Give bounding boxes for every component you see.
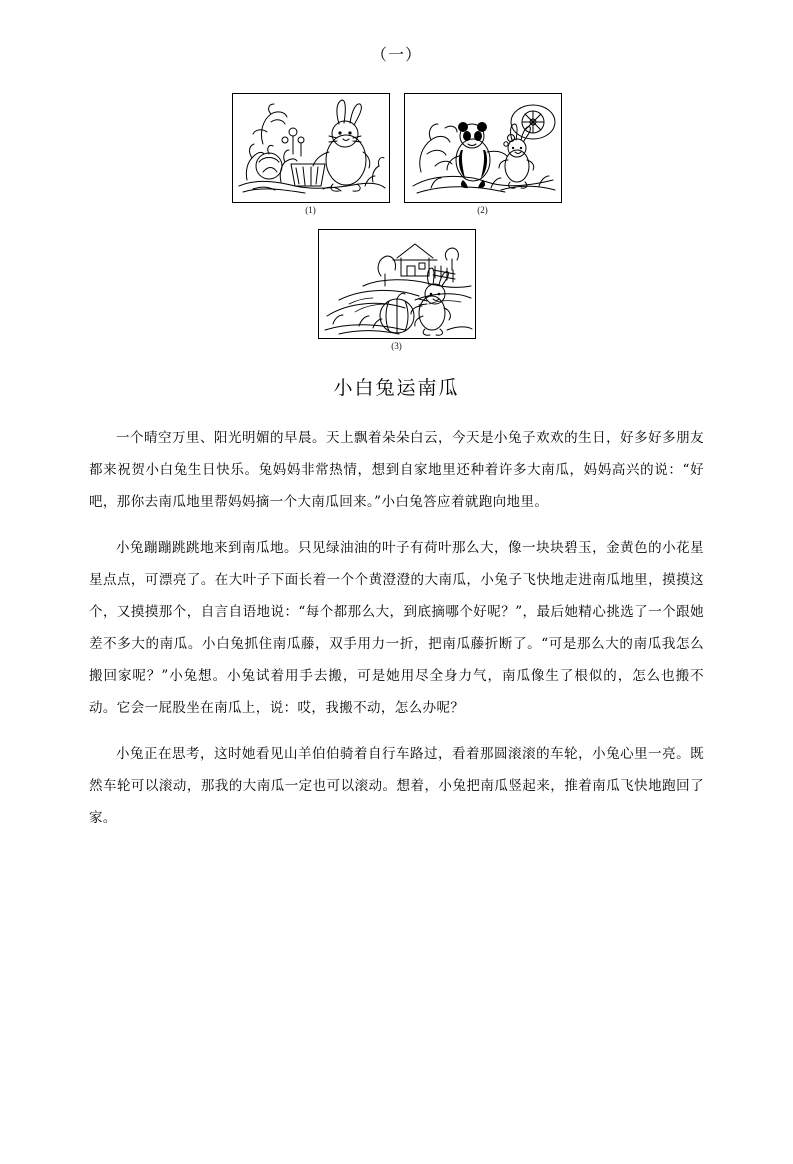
figure-2-frame [404, 93, 562, 203]
figure-3-frame [318, 229, 476, 339]
story-title: 小白兔运南瓜 [333, 377, 460, 399]
figure-3-caption: (3) [391, 341, 402, 351]
paragraph-3: 小兔正在思考，这时她看见山羊伯伯骑着自行车路过，看着那圆滚滚的车轮，小兔心里一亮。既然车轮可以滚动，那我的大南瓜一定也可以滚动。想着，小兔把南瓜竖起来，推着南瓜飞快地跑回了家。 [89, 746, 704, 826]
panda-thinking-with-rabbit-illustration [405, 94, 562, 203]
paragraph-1: 一个晴空万里、阳光明媚的早晨。天上飘着朵朵白云，今天是小兔子欢欢的生日，好多好多朋友都来祝贺小白兔生日快乐。兔妈妈非常热情，想到自家地里还种着许多大南瓜，妈妈高兴的说：“好吧，那你去南瓜地里帮妈妈摘一个大南瓜回来。”小白兔答应着就跑向地里。 [89, 430, 704, 510]
paragraph-2: 小兔蹦蹦跳跳地来到南瓜地。只见绿油油的叶子有荷叶那么大，像一块块碧玉，金黄色的小花星星点点，可漂亮了。在大叶子下面长着一个个黄澄澄的大南瓜，小兔子飞快地走进南瓜地里，摸摸这个，又摸摸那个，自言自语地说：“每个都那么大，到底摘哪个好呢？”，最后她精心挑选了一个跟她差不多大的南瓜。小白兔抓住南瓜藤，双手用力一折，把南瓜藤折断了。“可是那么大的南瓜我怎么搬回家呢？”小兔想。小兔试着用手去搬，可是她用尽全身力气，南瓜像生了根似的，怎么也搬不动。它会一屁股坐在南瓜上，说：哎，我搬不动，怎么办呢？ [89, 540, 704, 716]
document-page [0, 42, 793, 1164]
rabbit-rolling-pumpkin-home-illustration [319, 230, 476, 339]
figure-3 [318, 229, 476, 351]
figure-1 [232, 93, 390, 215]
story-body [89, 422, 704, 834]
figure-2-caption: (2) [477, 205, 488, 215]
figure-row-bottom [0, 229, 793, 351]
figure-group [0, 93, 793, 351]
figure-2 [404, 93, 562, 215]
figure-1-caption: (1) [305, 205, 316, 215]
figure-1-frame [232, 93, 390, 203]
figure-row-top [0, 93, 793, 215]
rabbit-in-vegetable-garden-illustration [233, 94, 390, 203]
section-label: （一） [370, 45, 422, 64]
